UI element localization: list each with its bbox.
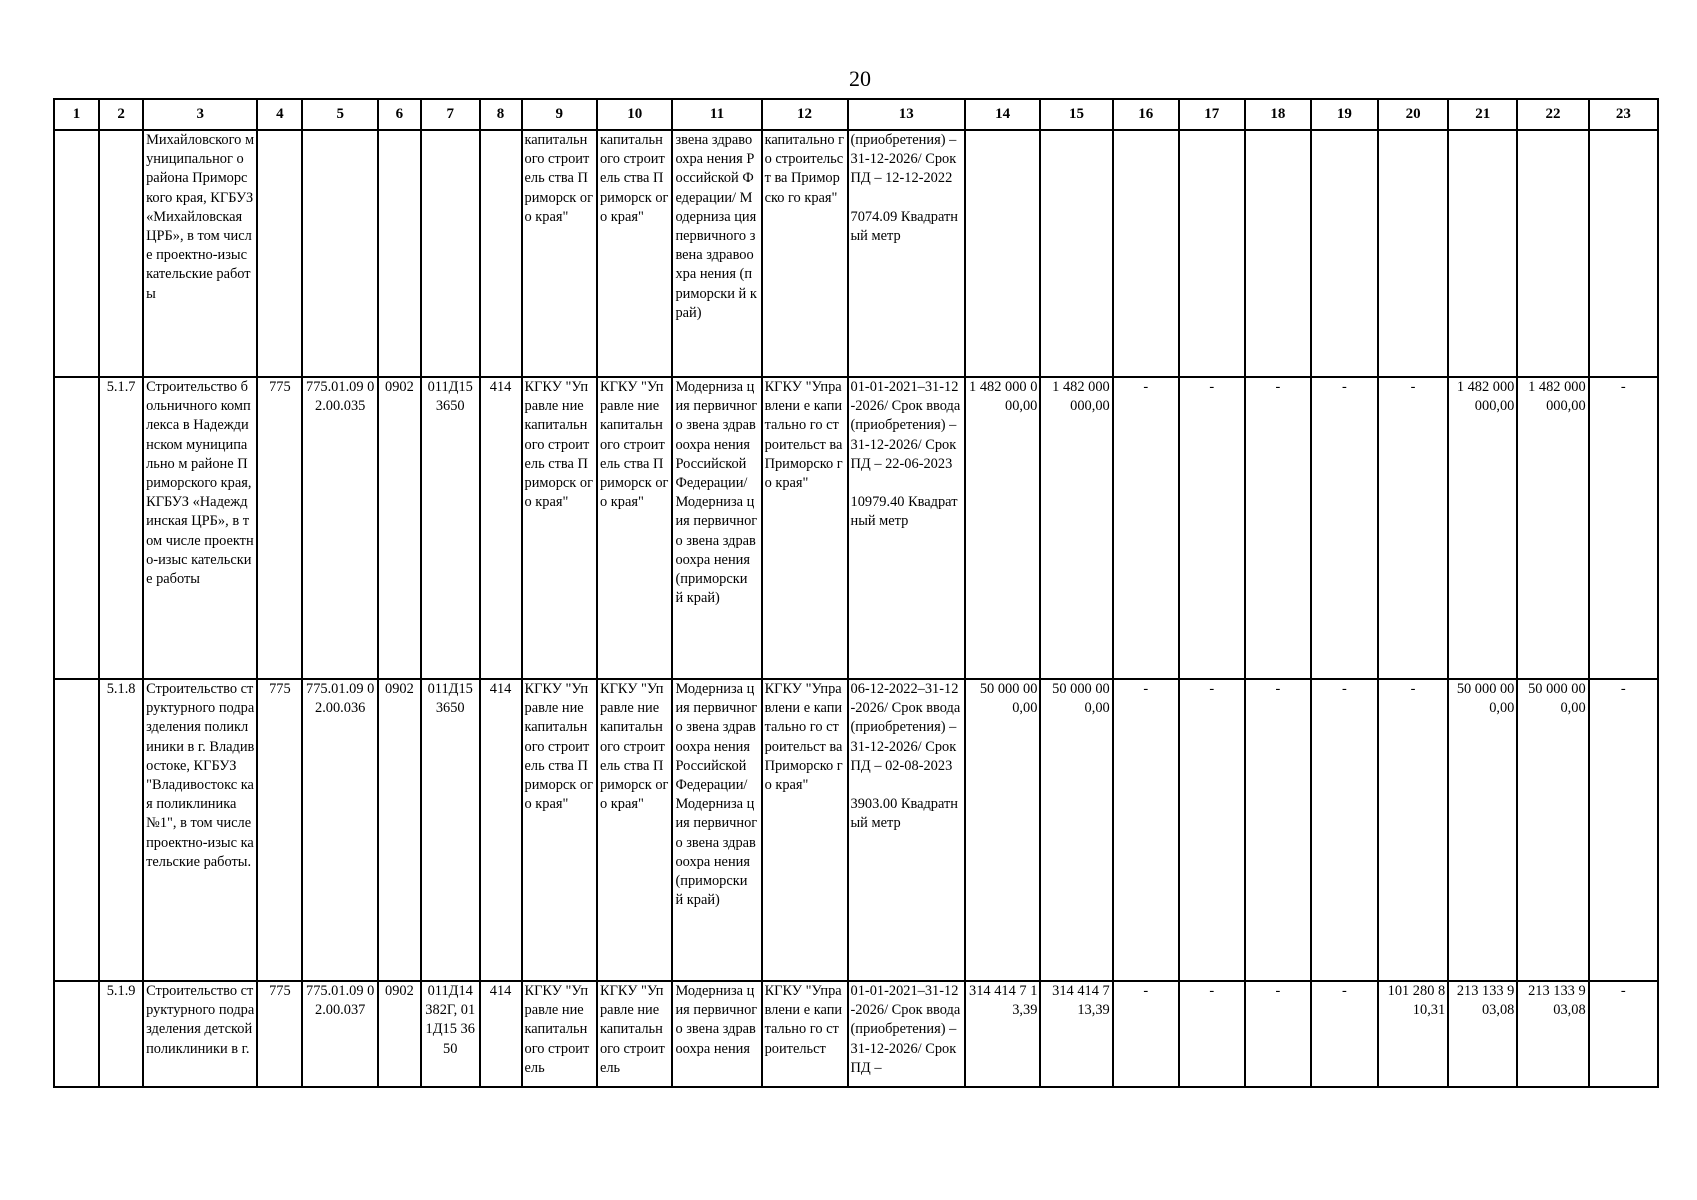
cell-developer: КГКУ "Управле ние капитальн ого строитель ства Приморск ого края" bbox=[597, 679, 672, 981]
cell-project: Модерниза ция первичного звена здравоохра нения Российской Федерации/ Модерниза ция первичного звена здравоохра нения (приморски й край) bbox=[672, 679, 761, 981]
cell-object-code: 775.01.09 02.00.037 bbox=[302, 981, 377, 1087]
cell-customer: КГКУ "Управле ние капитальн ого строитель ства Приморск ого края" bbox=[522, 377, 597, 679]
cell-amount: 50 000 00 0,00 bbox=[1040, 679, 1112, 981]
cell-developer: капитальн ого строитель ства Приморск ого края" bbox=[597, 130, 672, 377]
cell-amount bbox=[1040, 130, 1112, 377]
col-header: 12 bbox=[762, 99, 848, 130]
cell-amount: 1 482 000 000,00 bbox=[1448, 377, 1517, 679]
cell-amount: - bbox=[1245, 981, 1311, 1087]
cell-amount: 101 280 8 10,31 bbox=[1378, 981, 1448, 1087]
cell-amount: 1 482 000 000,00 bbox=[965, 377, 1040, 679]
cell-customer: капитальн ого строитель ства Приморск ого края" bbox=[522, 130, 597, 377]
col-header: 3 bbox=[143, 99, 257, 130]
cell-object-name: Михайловского муниципальног о района Приморского края, КГБУЗ «Михайловская ЦРБ», в том числе проектно-изыс кательские работы bbox=[143, 130, 257, 377]
cell-code: 5.1.8 bbox=[99, 679, 143, 981]
cell-expense-type: 414 bbox=[480, 981, 522, 1087]
cell-amount: - bbox=[1311, 981, 1378, 1087]
col-header: 23 bbox=[1589, 99, 1658, 130]
cell-grbs: 775 bbox=[257, 981, 302, 1087]
col-header: 18 bbox=[1245, 99, 1311, 130]
cell-recipient: КГКУ "Управлени е капитально го строительст ва Приморско го края" bbox=[762, 377, 848, 679]
cell-object-code: 775.01.09 02.00.035 bbox=[302, 377, 377, 679]
budget-register-table bbox=[53, 98, 1659, 1088]
col-header: 16 bbox=[1113, 99, 1179, 130]
cell-code: 5.1.7 bbox=[99, 377, 143, 679]
col-header: 15 bbox=[1040, 99, 1112, 130]
cell-amount: - bbox=[1589, 679, 1658, 981]
cell-section: 0902 bbox=[378, 679, 421, 981]
cell-index bbox=[54, 981, 99, 1087]
cell-section: 0902 bbox=[378, 377, 421, 679]
table-row bbox=[54, 377, 1658, 679]
cell-amount: 50 000 00 0,00 bbox=[1517, 679, 1588, 981]
cell-object-name: Строительство структурного подразделения детской поликлиники в г. bbox=[143, 981, 257, 1087]
cell-amount: - bbox=[1589, 377, 1658, 679]
cell-amount bbox=[1113, 130, 1179, 377]
col-header: 5 bbox=[302, 99, 377, 130]
col-header: 11 bbox=[672, 99, 761, 130]
cell-expense-type bbox=[480, 130, 522, 377]
cell-target-article: 011Д14 382Г, 011Д15 3650 bbox=[421, 981, 480, 1087]
cell-recipient: капитально го строительст ва Приморско го края" bbox=[762, 130, 848, 377]
cell-amount: 213 133 9 03,08 bbox=[1517, 981, 1588, 1087]
cell-amount: - bbox=[1179, 679, 1245, 981]
cell-object-code bbox=[302, 130, 377, 377]
cell-dates: 06-12-2022–31-12-2026/ Срок ввода (приобретения) – 31-12-2026/ Срок ПД – 02-08-2023 3903.00 Квадратный метр bbox=[848, 679, 965, 981]
cell-amount: 314 414 7 13,39 bbox=[1040, 981, 1112, 1087]
cell-index bbox=[54, 679, 99, 981]
cell-grbs bbox=[257, 130, 302, 377]
cell-index bbox=[54, 377, 99, 679]
cell-amount: - bbox=[1113, 981, 1179, 1087]
cell-grbs: 775 bbox=[257, 377, 302, 679]
cell-amount bbox=[1311, 130, 1378, 377]
cell-amount: 1 482 000 000,00 bbox=[1517, 377, 1588, 679]
col-header: 10 bbox=[597, 99, 672, 130]
cell-project: Модерниза ция первичного звена здравоохра нения bbox=[672, 981, 761, 1087]
cell-amount bbox=[1517, 130, 1588, 377]
col-header: 2 bbox=[99, 99, 143, 130]
col-header: 6 bbox=[378, 99, 421, 130]
col-header: 19 bbox=[1311, 99, 1378, 130]
cell-code: 5.1.9 bbox=[99, 981, 143, 1087]
cell-section: 0902 bbox=[378, 981, 421, 1087]
cell-amount: - bbox=[1179, 377, 1245, 679]
col-header: 22 bbox=[1517, 99, 1588, 130]
page-number: 20 bbox=[849, 66, 871, 91]
cell-developer: КГКУ "Управле ние капитальн ого строитель ства Приморск ого края" bbox=[597, 377, 672, 679]
table-row bbox=[54, 981, 1658, 1087]
col-header: 8 bbox=[480, 99, 522, 130]
cell-target-article: 011Д15 3650 bbox=[421, 679, 480, 981]
cell-section bbox=[378, 130, 421, 377]
cell-amount: 50 000 00 0,00 bbox=[1448, 679, 1517, 981]
col-header: 14 bbox=[965, 99, 1040, 130]
col-header: 13 bbox=[848, 99, 965, 130]
cell-dates: 01-01-2021–31-12-2026/ Срок ввода (приобретения) – 31-12-2026/ Срок ПД – bbox=[848, 981, 965, 1087]
cell-customer: КГКУ "Управле ние капитальн ого строитель ства Приморск ого края" bbox=[522, 679, 597, 981]
col-header: 21 bbox=[1448, 99, 1517, 130]
cell-amount: - bbox=[1311, 679, 1378, 981]
col-header: 1 bbox=[54, 99, 99, 130]
cell-amount bbox=[1378, 130, 1448, 377]
cell-amount: 213 133 9 03,08 bbox=[1448, 981, 1517, 1087]
col-header: 4 bbox=[257, 99, 302, 130]
cell-expense-type: 414 bbox=[480, 377, 522, 679]
cell-index bbox=[54, 130, 99, 377]
cell-recipient: КГКУ "Управлени е капитально го строительст ва Приморско го края" bbox=[762, 679, 848, 981]
cell-amount: 50 000 00 0,00 bbox=[965, 679, 1040, 981]
cell-object-name: Строительство структурного подразделения поликлиники в г. Владивостоке, КГБУЗ "Владивостокс кая поликлиника №1", в том числе проектно-изыс кательские работы. bbox=[143, 679, 257, 981]
cell-amount bbox=[1179, 130, 1245, 377]
cell-amount bbox=[965, 130, 1040, 377]
cell-project: звена здравоохра нения Российской Федерации/ Модерниза ция первичного звена здравоохра нения (приморски й край) bbox=[672, 130, 761, 377]
cell-target-article: 011Д15 3650 bbox=[421, 377, 480, 679]
cell-target-article bbox=[421, 130, 480, 377]
cell-amount: - bbox=[1589, 981, 1658, 1087]
cell-expense-type: 414 bbox=[480, 679, 522, 981]
cell-amount bbox=[1589, 130, 1658, 377]
cell-amount: - bbox=[1245, 679, 1311, 981]
cell-amount: - bbox=[1245, 377, 1311, 679]
col-header: 7 bbox=[421, 99, 480, 130]
col-header: 17 bbox=[1179, 99, 1245, 130]
cell-project: Модерниза ция первичного звена здравоохра нения Российской Федерации/ Модерниза ция первичного звена здравоохра нения (приморски й край) bbox=[672, 377, 761, 679]
cell-grbs: 775 bbox=[257, 679, 302, 981]
col-header: 9 bbox=[522, 99, 597, 130]
cell-amount bbox=[1448, 130, 1517, 377]
cell-developer: КГКУ "Управле ние капитальн ого строитель bbox=[597, 981, 672, 1087]
cell-amount: - bbox=[1179, 981, 1245, 1087]
cell-amount: 314 414 7 13,39 bbox=[965, 981, 1040, 1087]
cell-dates: (приобретения) – 31-12-2026/ Срок ПД – 12-12-2022 7074.09 Квадратный метр bbox=[848, 130, 965, 377]
cell-amount: - bbox=[1378, 377, 1448, 679]
cell-object-name: Строительство больничного комплекса в Надеждинском муниципально м районе Приморского края, КГБУЗ «Надеждинская ЦРБ», в том числе проектно-изыс кательские работы bbox=[143, 377, 257, 679]
table-row bbox=[54, 130, 1658, 377]
table-row bbox=[54, 679, 1658, 981]
cell-customer: КГКУ "Управле ние капитальн ого строитель bbox=[522, 981, 597, 1087]
cell-amount: - bbox=[1113, 377, 1179, 679]
cell-amount: - bbox=[1311, 377, 1378, 679]
cell-recipient: КГКУ "Управлени е капитально го строительст bbox=[762, 981, 848, 1087]
col-header: 20 bbox=[1378, 99, 1448, 130]
cell-amount: - bbox=[1113, 679, 1179, 981]
cell-dates: 01-01-2021–31-12-2026/ Срок ввода (приобретения) – 31-12-2026/ Срок ПД – 22-06-2023 10979.40 Квадратный метр bbox=[848, 377, 965, 679]
cell-object-code: 775.01.09 02.00.036 bbox=[302, 679, 377, 981]
cell-amount bbox=[1245, 130, 1311, 377]
column-number-row bbox=[54, 99, 1658, 130]
cell-code bbox=[99, 130, 143, 377]
cell-amount: - bbox=[1378, 679, 1448, 981]
cell-amount: 1 482 000 000,00 bbox=[1040, 377, 1112, 679]
